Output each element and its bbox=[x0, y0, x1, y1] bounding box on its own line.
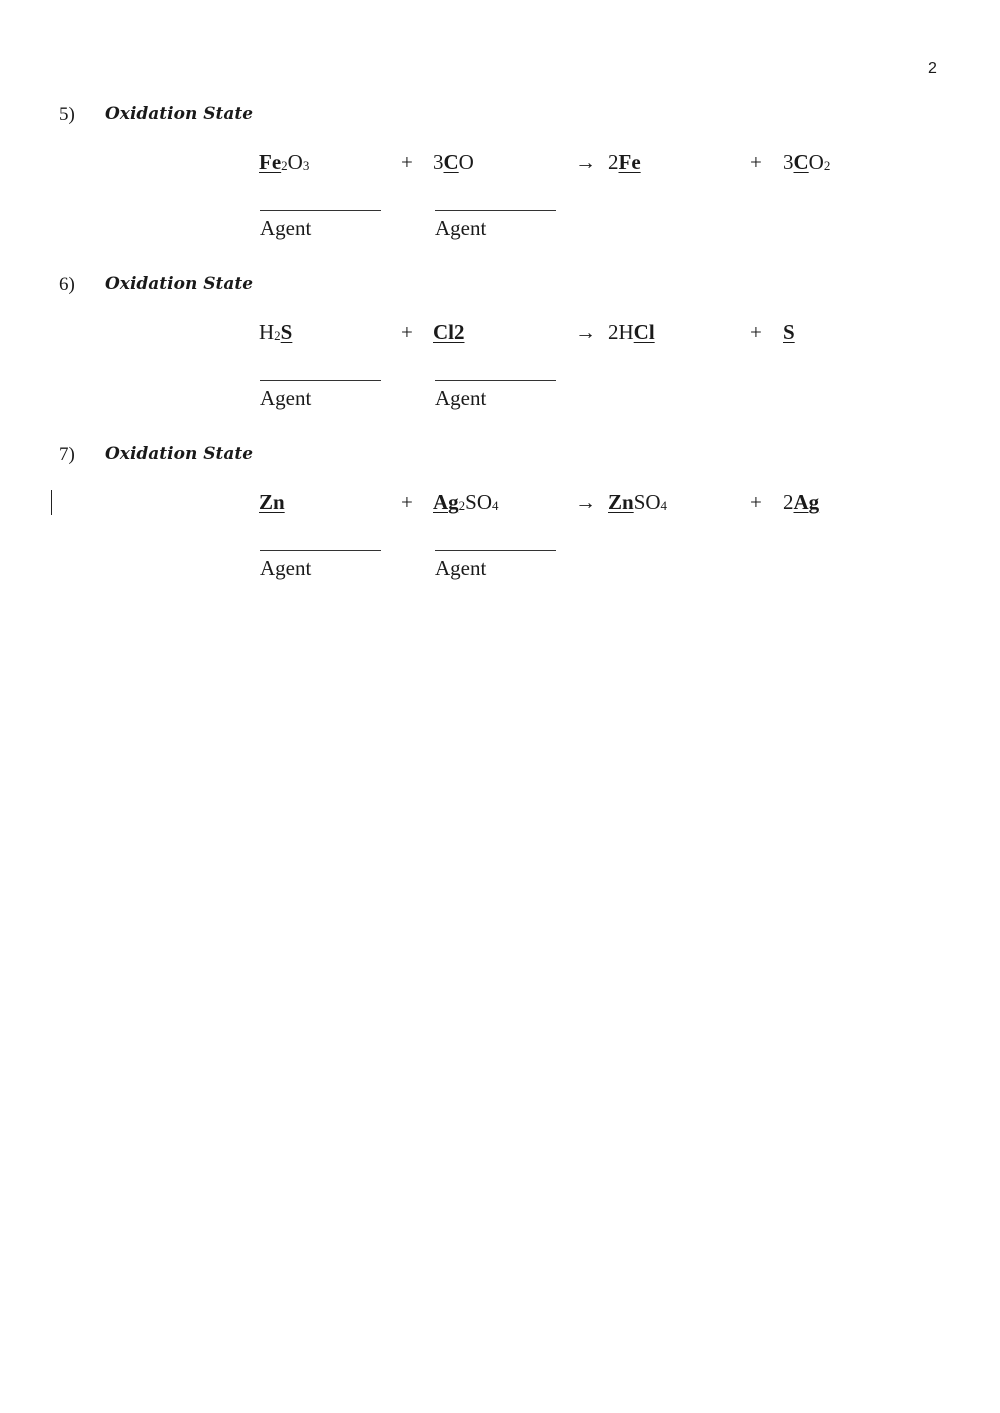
subscript: 3 bbox=[302, 158, 310, 173]
answer-blank[interactable] bbox=[435, 380, 556, 381]
highlighted-element bbox=[783, 320, 795, 344]
equation-term bbox=[783, 320, 795, 345]
highlighted-element bbox=[634, 320, 655, 344]
subscript: 2 bbox=[458, 498, 466, 513]
highlighted-element bbox=[433, 320, 454, 344]
agent-label: Agent bbox=[260, 216, 312, 240]
equation-term bbox=[608, 150, 641, 175]
agent-label: Agent bbox=[260, 556, 312, 580]
equation-term bbox=[608, 490, 667, 515]
plus-sign: + bbox=[401, 490, 413, 514]
subscript: 4 bbox=[660, 498, 668, 513]
term-text: Cl bbox=[433, 320, 454, 344]
highlighted-element bbox=[281, 320, 293, 344]
term-text: 3 bbox=[433, 150, 444, 174]
highlighted-element bbox=[259, 490, 285, 514]
problem-number: 5) bbox=[59, 104, 75, 125]
answer-blank[interactable] bbox=[260, 550, 381, 551]
answer-blank[interactable] bbox=[260, 380, 381, 381]
term-text: Zn bbox=[608, 490, 634, 514]
agent-label: Agent bbox=[435, 216, 487, 240]
term-text: 2 bbox=[608, 150, 619, 174]
term-text: SO bbox=[633, 490, 661, 514]
highlighted-element bbox=[794, 150, 809, 174]
term-text: O bbox=[458, 150, 474, 174]
term-text: SO bbox=[465, 490, 493, 514]
term-text: Zn bbox=[259, 490, 285, 514]
term-text: C bbox=[443, 150, 459, 174]
equation-term bbox=[433, 320, 465, 345]
reaction-arrow: → bbox=[575, 150, 596, 174]
highlighted-element bbox=[619, 150, 641, 174]
subscript: 2 bbox=[274, 328, 281, 343]
subscript: 2 bbox=[281, 158, 288, 173]
term-text: Cl bbox=[633, 320, 655, 344]
agent-label: Agent bbox=[435, 386, 487, 410]
equation-term bbox=[783, 490, 819, 515]
plus-sign: + bbox=[750, 320, 762, 344]
highlighted-element bbox=[608, 490, 634, 514]
term-text: O bbox=[808, 150, 824, 174]
answer-blank[interactable] bbox=[435, 550, 556, 551]
equation-term bbox=[433, 150, 474, 175]
subscript: 2 bbox=[823, 158, 831, 173]
equation-term bbox=[259, 150, 309, 175]
problem-number: 7) bbox=[59, 444, 75, 465]
plus-sign: + bbox=[401, 150, 413, 174]
agent-label: Agent bbox=[260, 386, 312, 410]
term-text: Fe bbox=[259, 150, 282, 174]
problem-block bbox=[0, 444, 1000, 614]
term-text: S bbox=[783, 320, 795, 344]
reaction-arrow: → bbox=[575, 320, 596, 344]
equation-term bbox=[259, 490, 285, 515]
reaction-arrow: → bbox=[575, 490, 596, 514]
agent-label: Agent bbox=[435, 556, 487, 580]
page-number: 2 bbox=[928, 60, 937, 77]
plus-sign: + bbox=[750, 150, 762, 174]
term-text: Ag bbox=[433, 490, 459, 514]
equation-term bbox=[608, 320, 655, 345]
term-text: S bbox=[280, 320, 293, 344]
problem-block bbox=[0, 104, 1000, 274]
problem-heading: Oxidation State bbox=[105, 444, 254, 464]
problem-heading: Oxidation State bbox=[105, 104, 254, 124]
equation-term bbox=[783, 150, 830, 175]
highlighted-element bbox=[259, 150, 281, 174]
plus-sign: + bbox=[401, 320, 413, 344]
highlighted-element bbox=[433, 490, 459, 514]
term-text: 3 bbox=[783, 150, 794, 174]
problem-block bbox=[0, 274, 1000, 444]
term-text: O bbox=[287, 150, 303, 174]
highlighted-element bbox=[444, 150, 459, 174]
plus-sign: + bbox=[750, 490, 762, 514]
answer-blank[interactable] bbox=[260, 210, 381, 211]
problem-heading: Oxidation State bbox=[105, 274, 254, 294]
term-text: C bbox=[793, 150, 809, 174]
subscript: 4 bbox=[492, 498, 499, 513]
equation-term bbox=[433, 490, 499, 515]
term-text: 2 bbox=[783, 490, 794, 514]
problem-number: 6) bbox=[59, 274, 75, 295]
term-text: Fe bbox=[618, 150, 641, 174]
term-text: 2 bbox=[454, 320, 465, 344]
term-text: H bbox=[259, 320, 275, 344]
highlighted-element bbox=[794, 490, 820, 514]
term-text: 2H bbox=[608, 320, 634, 344]
highlighted-element bbox=[454, 320, 465, 344]
term-text: Ag bbox=[793, 490, 820, 514]
equation-term bbox=[259, 320, 292, 345]
answer-blank[interactable] bbox=[435, 210, 556, 211]
